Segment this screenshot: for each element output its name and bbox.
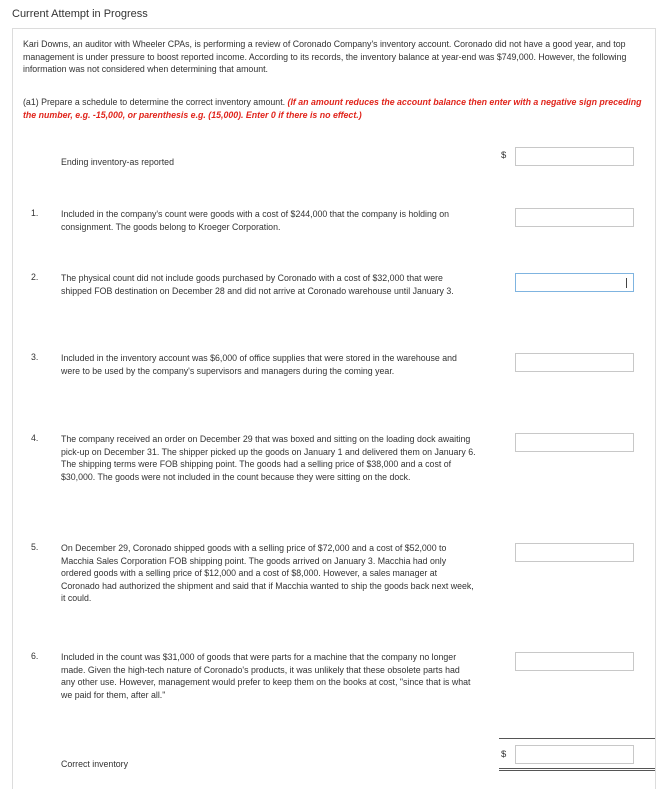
question-prompt <box>23 96 648 122</box>
double-rule <box>499 768 655 769</box>
item-description: The company received an order on December 29 that was boxed and sitting on the loading dock awaiting pick-up on December 31. The shipper picked up the goods on January 1 and delivered them on January 6. The shipping terms were FOB shipping point. The goods had a selling price of $38,000 and a cost of $30,000. The goods were not included in the count because they were sitting on the dock. <box>61 434 476 482</box>
item-5-adjustment-input[interactable] <box>515 543 634 562</box>
question-panel <box>12 28 656 789</box>
correct-inventory-label: Correct inventory <box>61 759 128 769</box>
total-rule <box>499 738 655 739</box>
item-3-adjustment-input[interactable] <box>515 353 634 372</box>
ending-inventory-input[interactable] <box>515 147 634 166</box>
question-label: (a1) Prepare a schedule to determine the correct inventory amount. <box>23 97 286 107</box>
double-rule <box>499 770 655 771</box>
item-number: 6. <box>31 651 39 661</box>
item-6-adjustment-input[interactable] <box>515 652 634 671</box>
item-4-adjustment-input[interactable] <box>515 433 634 452</box>
item-description: The physical count did not include goods purchased by Coronado with a cost of $32,000 that were shipped FOB destination on December 28 and did not arrive at Coronado warehouse until January 3. <box>61 273 454 296</box>
question-instruction: (If an amount reduces the account balance then enter with a negative sign preceding the number, e.g. -15,000, or parenthesis e.g. (15,000). Enter 0 if there is no effect.) <box>23 97 642 120</box>
item-description: Included in the company's count were goods with a cost of $244,000 that the company is holding on consignment. The goods belong to Kroeger Corporation. <box>61 209 450 232</box>
correct-inventory-input[interactable] <box>515 745 634 764</box>
header-title: Current Attempt in Progress <box>12 8 148 20</box>
problem-intro: Kari Downs, an auditor with Wheeler CPAs, is performing a review of Coronado Company's inventory account. Coronado did not have a good year, and top management is under pressure to boost reported income. According to its records, the inventory balance at year-end was $749,000. However, the following information was not considered when determining that amount. <box>23 39 627 74</box>
item-number: 2. <box>31 272 39 282</box>
item-description: Included in the inventory account was $6,000 of office supplies that were stored in the warehouse and were to be used by the company's supervisors and managers during the coming year. <box>61 353 457 376</box>
item-number: 5. <box>31 542 39 552</box>
currency-symbol: $ <box>501 150 507 161</box>
item-2-adjustment-input[interactable] <box>515 273 634 292</box>
item-number: 1. <box>31 208 39 218</box>
item-number: 3. <box>31 352 39 362</box>
currency-symbol: $ <box>501 749 507 760</box>
item-description: Included in the count was $31,000 of goods that were parts for a machine that the company no longer made. Given the high-tech nature of Coronado's products, it was unlikely that these obsolete parts had any other use. However, management would prefer to keep them on the books at cost, "since that is what we paid for them, after all." <box>61 652 471 700</box>
item-number: 4. <box>31 433 39 443</box>
ending-inventory-label: Ending inventory-as reported <box>61 157 174 167</box>
item-1-adjustment-input[interactable] <box>515 208 634 227</box>
item-description: On December 29, Coronado shipped goods with a selling price of $72,000 and a cost of $52,000 to Macchia Sales Corporation FOB shipping point. The goods arrived on January 3. Macchia had only ordered goods with a selling price of $12,000 and a cost of $8,000. However, a sales manager at Coronado had authorized the shipment and said that if Macchia wanted to ship the goods back next week, it could. <box>61 543 474 603</box>
text-cursor <box>626 278 627 288</box>
